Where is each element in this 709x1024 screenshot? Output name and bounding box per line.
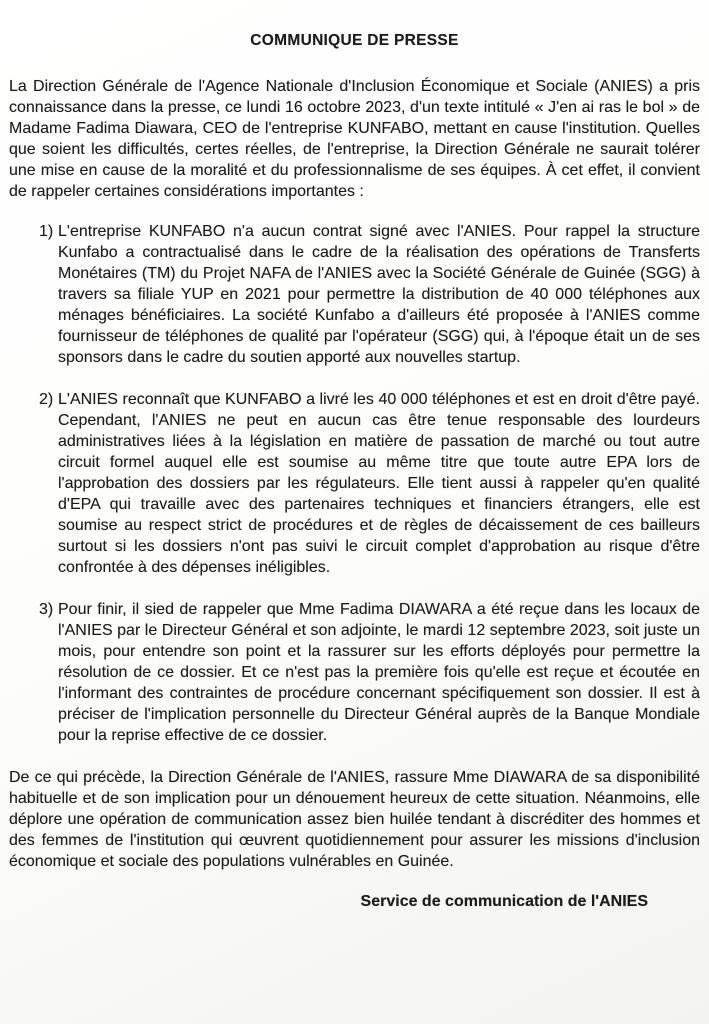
list-item <box>9 389 700 578</box>
page-title: COMMUNIQUE DE PRESSE <box>250 32 459 49</box>
signature: Service de communication de l'ANIES <box>360 893 648 910</box>
list-item-text: Pour finir, il sied de rappeler que Mme Fadima DIAWARA a été reçue dans les locaux de l'ANIES par le Directeur Général et son adjointe, le mardi 12 septembre 2023, soit juste un mois, pour entendre son point et la rassurer sur les efforts déployés pour permettre la résolution de ce dossier. Et ce n'est pas la première fois qu'elle est reçue et écoutée en l'informant des contraintes de procédure concernant spécifiquement son dossier. Il est à préciser de l'implication personnelle du Directeur Général auprès de la Banque Mondiale pour la reprise effective de ce dossier. <box>58 601 700 744</box>
list-item-number: 1) <box>39 223 54 240</box>
list-item-number: 2) <box>39 391 54 408</box>
intro-paragraph: La Direction Générale de l'Agence Nationale d'Inclusion Économique et Sociale (ANIES) a pris connaissance dans la presse, ce lundi 16 octobre 2023, d'un texte intitulé « J'en ai ras le bol » de Madame Fadima Diawara, CEO de l'entreprise KUNFABO, mettant en cause l'institution. Quelles que soient les difficultés, certes réelles, de l'entreprise, la Direction Générale ne saurait tolérer une mise en cause de la moralité et du professionnalisme de ses équipes. À cet effet, il convient de rappeler certaines considérations importantes : <box>9 78 700 200</box>
list-item <box>9 221 700 368</box>
list-item <box>9 599 700 746</box>
list-item-text: L'entreprise KUNFABO n'a aucun contrat signé avec l'ANIES. Pour rappel la structure Kunfabo a contractualisé dans le cadre de la réalisation des opérations de Transferts Monétaires (TM) du Projet NAFA de l'ANIES avec la Société Générale de Guinée (SGG) à travers sa filiale YUP en 2021 pour permettre la distribution de 40 000 téléphones aux ménages bénéficiaires. La société Kunfabo a d'ailleurs été proposée à l'ANIES comme fournisseur de téléphones de qualité par l'opérateur (SGG) qui, à l'époque était un de ses sponsors dans le cadre du soutien apporté aux nouvelles startup. <box>58 223 700 366</box>
numbered-list <box>9 221 700 746</box>
list-item-text: L'ANIES reconnaît que KUNFABO a livré les 40 000 téléphones et est en droit d'être payé. Cependant, l'ANIES ne peut en aucun cas être tenue responsable des lourdeurs administratives liées à la législation en matière de passation de marché ou tout autre circuit formel auquel elle est soumise au même titre que toute autre EPA lors de l'approbation des dossiers par les régulateurs. Elle tient aussi à rappeler qu'en qualité d'EPA qui travaille avec des partenaires techniques et financiers étrangers, elle est soumise au respect strict de procédures et de règles de décaissement de ces bailleurs surtout si les dossiers n'ont pas suivi le circuit complet d'approbation au risque d'être confrontée à des dépenses inéligibles. <box>58 391 700 576</box>
closing-paragraph: De ce qui précède, la Direction Générale de l'ANIES, rassure Mme DIAWARA de sa disponibilité habituelle et de son implication pour un dénouement heureux de cette situation. Néanmoins, elle déplore une opération de communication assez bien huilée tendant à discréditer des hommes et des femmes de l'institution qui œuvrent quotidiennement pour assurer les missions d'inclusion économique et sociale des populations vulnérables en Guinée. <box>9 769 700 870</box>
list-item-number: 3) <box>39 601 54 618</box>
